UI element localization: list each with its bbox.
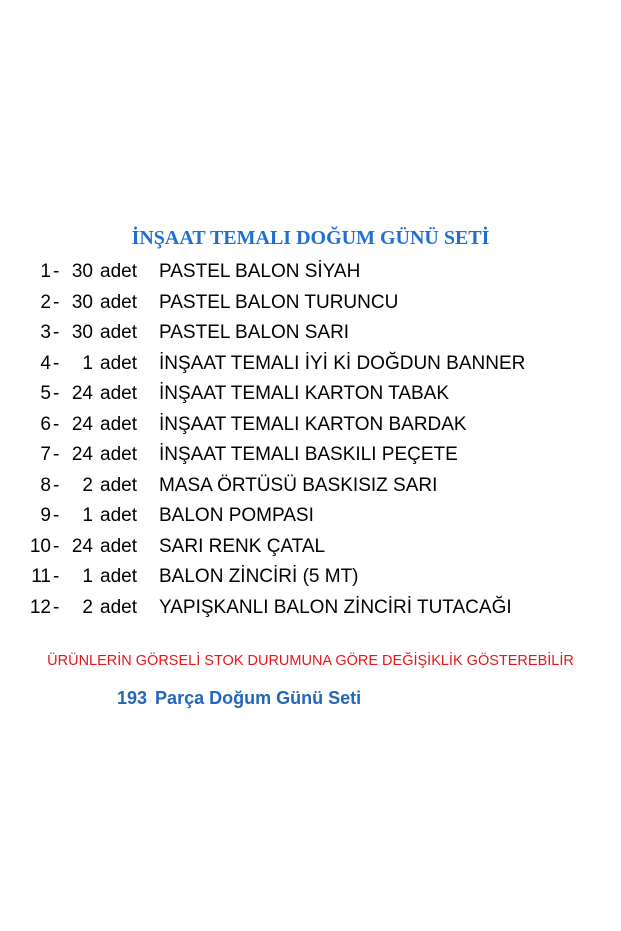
item-name: MASA ÖRTÜSÜ BASKISIZ SARI (159, 474, 438, 496)
item-quantity: 30 (71, 322, 93, 343)
item-quantity: 24 (71, 444, 93, 465)
list-item (0, 532, 621, 563)
item-separator: - (53, 261, 60, 282)
list-item (0, 501, 621, 532)
item-name: BALON POMPASI (159, 505, 314, 526)
item-unit: adet (100, 505, 137, 526)
item-separator: - (53, 291, 60, 313)
item-separator: - (53, 474, 60, 496)
item-separator: - (53, 444, 60, 465)
item-separator: - (53, 596, 60, 618)
list-item (0, 379, 621, 410)
item-separator: - (53, 352, 60, 374)
item-separator: - (53, 505, 60, 526)
item-number: 3 (40, 322, 51, 343)
set-total (117, 686, 361, 710)
item-unit: adet (100, 596, 137, 618)
item-quantity: 30 (71, 261, 93, 282)
item-separator: - (53, 566, 60, 587)
item-unit: adet (100, 474, 137, 496)
list-item (0, 471, 621, 502)
item-unit: adet (100, 261, 137, 282)
item-number: 7 (40, 444, 51, 465)
list-item (0, 349, 621, 380)
list-item (0, 440, 621, 471)
item-name: PASTEL BALON TURUNCU (159, 291, 399, 313)
item-unit: adet (100, 566, 137, 587)
item-quantity: 2 (82, 474, 93, 496)
item-number: 5 (40, 383, 51, 404)
item-quantity: 2 (82, 596, 93, 618)
list-item (0, 257, 621, 288)
item-quantity: 1 (82, 352, 93, 374)
item-quantity: 1 (82, 505, 93, 526)
item-list (0, 257, 621, 623)
item-unit: adet (100, 535, 137, 557)
item-unit: adet (100, 352, 137, 374)
item-name: PASTEL BALON SİYAH (159, 261, 361, 282)
item-number: 6 (40, 413, 51, 435)
item-name: SARI RENK ÇATAL (159, 535, 326, 557)
item-name: İNŞAAT TEMALI İYİ Kİ DOĞDUN BANNER (159, 352, 526, 374)
item-unit: adet (100, 444, 137, 465)
item-unit: adet (100, 291, 137, 313)
item-separator: - (53, 413, 60, 435)
item-number: 10 (29, 535, 51, 557)
list-item (0, 288, 621, 319)
list-item (0, 318, 621, 349)
list-item (0, 410, 621, 441)
item-quantity: 24 (71, 535, 93, 557)
item-number: 8 (40, 474, 51, 496)
item-separator: - (53, 383, 60, 404)
set-total-count: 193 (117, 688, 148, 708)
set-total-label: Parça Doğum Günü Seti (155, 688, 362, 708)
item-name: YAPIŞKANLI BALON ZİNCİRİ TUTACAĞI (159, 596, 512, 618)
item-number: 4 (40, 352, 51, 374)
item-number: 12 (29, 596, 51, 618)
list-item (0, 562, 621, 593)
set-title: İNŞAAT TEMALI DOĞUM GÜNÜ SETİ (131, 227, 490, 249)
item-quantity: 24 (71, 413, 93, 435)
item-number: 1 (40, 261, 51, 282)
item-name: BALON ZİNCİRİ (5 MT) (159, 566, 359, 587)
item-unit: adet (100, 383, 137, 404)
item-name: İNŞAAT TEMALI BASKILI PEÇETE (159, 444, 458, 465)
item-unit: adet (100, 413, 137, 435)
item-name: İNŞAAT TEMALI KARTON TABAK (159, 383, 450, 404)
list-item (0, 593, 621, 624)
item-number: 9 (40, 505, 51, 526)
item-quantity: 1 (82, 566, 93, 587)
item-quantity: 30 (71, 291, 93, 313)
item-name: PASTEL BALON SARI (159, 322, 350, 343)
item-separator: - (53, 322, 60, 343)
item-number: 2 (40, 291, 51, 313)
stock-notice: ÜRÜNLERİN GÖRSELİ STOK DURUMUNA GÖRE DEĞİŞİKLİK GÖSTEREBİLİR (47, 653, 574, 669)
item-number: 11 (31, 566, 51, 587)
item-unit: adet (100, 322, 137, 343)
item-quantity: 24 (71, 383, 93, 404)
item-name: İNŞAAT TEMALI KARTON BARDAK (159, 413, 467, 435)
item-separator: - (53, 535, 60, 557)
